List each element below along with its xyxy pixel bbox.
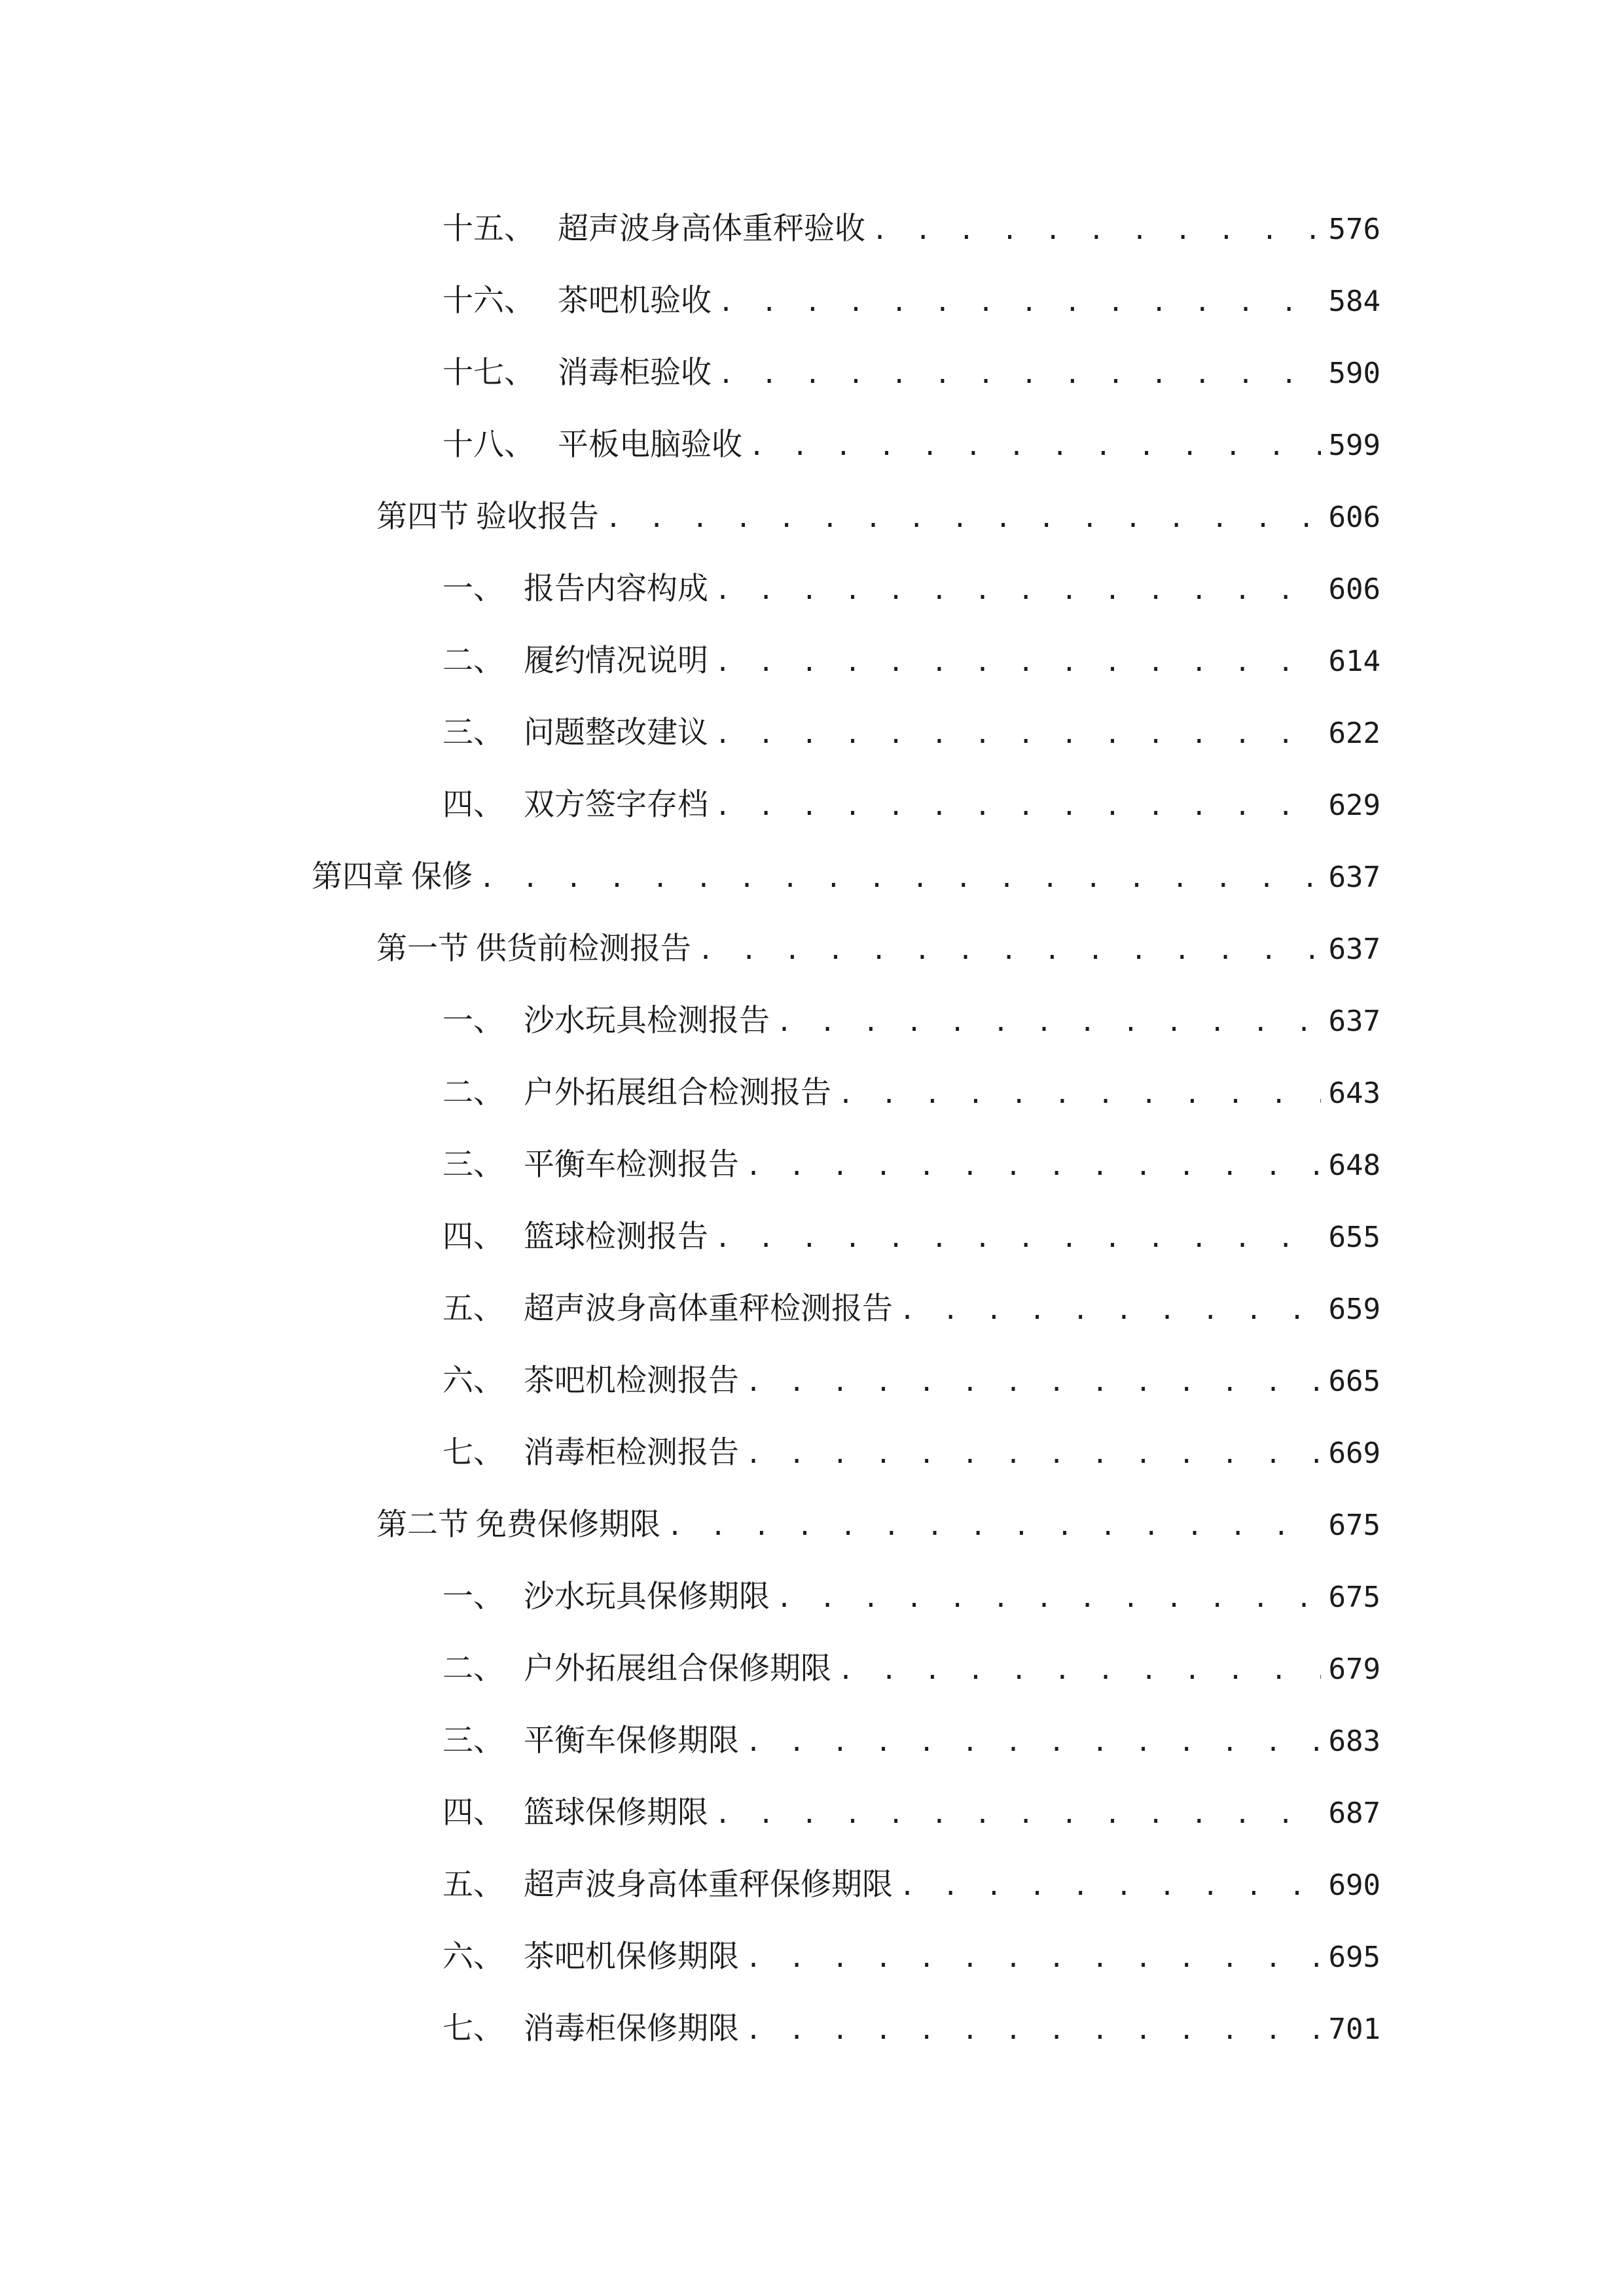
toc-entry-title: 户外拓展组合检测报告 (524, 1075, 831, 1111)
toc-entry[interactable] (442, 1787, 1380, 1839)
toc-entry-number: 十五、 (442, 211, 535, 247)
toc-dot-leader (605, 492, 1321, 545)
toc-entry-title: 履约情况说明 (524, 643, 708, 679)
toc-entry[interactable] (442, 1715, 1380, 1767)
toc-entry-page: 695 (1328, 1941, 1380, 1974)
toc-entry[interactable] (442, 419, 1380, 471)
toc-entry-title: 茶吧机验收 (558, 283, 712, 319)
toc-entry[interactable] (442, 275, 1380, 327)
toc-entry-page: 637 (1328, 933, 1380, 966)
toc-dot-leader (746, 2004, 1321, 2056)
toc-entry-number: 四、 (442, 787, 504, 823)
toc-dot-leader (776, 996, 1321, 1049)
toc-dot-leader (746, 1356, 1321, 1408)
toc-section-entry[interactable] (376, 491, 1380, 543)
toc-entry-page: 599 (1328, 429, 1380, 462)
toc-entry-title: 超声波身高体重秤验收 (558, 211, 865, 247)
toc-entry-page: 576 (1328, 213, 1380, 246)
toc-entry-page: 655 (1328, 1221, 1380, 1254)
toc-dot-leader (899, 1860, 1321, 1912)
toc-entry[interactable] (442, 635, 1380, 687)
toc-entry-title: 消毒柜检测报告 (524, 1435, 739, 1471)
toc-dot-leader (749, 420, 1321, 473)
toc-entry-title: 平板电脑验收 (558, 427, 742, 463)
toc-dot-leader (746, 1140, 1321, 1193)
toc-entry-title: 篮球保修期限 (524, 1795, 708, 1831)
toc-entry-page: 648 (1328, 1149, 1380, 1182)
toc-entry-number: 三、 (442, 1147, 504, 1183)
toc-entry-page: 584 (1328, 285, 1380, 318)
toc-entry-page: 590 (1328, 357, 1380, 390)
toc-entry-page: 606 (1328, 501, 1380, 534)
toc-entry-title: 免费保修期限 (476, 1507, 660, 1543)
toc-dot-leader (715, 1212, 1321, 1265)
toc-entry-title: 消毒柜验收 (558, 355, 712, 391)
toc-entry-page: 675 (1328, 1581, 1380, 1614)
toc-dot-leader (715, 780, 1321, 833)
toc-entry[interactable] (442, 1067, 1380, 1119)
toc-entry-title: 沙水玩具检测报告 (524, 1003, 770, 1039)
toc-dot-leader (479, 852, 1321, 905)
toc-entry-number: 十八、 (442, 427, 535, 463)
toc-entry[interactable] (442, 1139, 1380, 1191)
toc-dot-leader (899, 1284, 1321, 1336)
toc-entry-title: 超声波身高体重秤检测报告 (524, 1291, 893, 1327)
toc-entry-number: 一、 (442, 1579, 504, 1615)
toc-entry-title: 茶吧机保修期限 (524, 1939, 739, 1975)
toc-entry-number: 七、 (442, 2011, 504, 2047)
toc-entry-page: 659 (1328, 1293, 1380, 1326)
toc-dot-leader (838, 1644, 1321, 1696)
toc-entry-title: 沙水玩具保修期限 (524, 1579, 770, 1615)
toc-section-entry[interactable] (376, 1499, 1380, 1551)
toc-entry-number: 五、 (442, 1291, 504, 1327)
toc-entry[interactable] (442, 779, 1380, 831)
toc-entry-title: 户外拓展组合保修期限 (524, 1651, 831, 1687)
toc-entry-number: 六、 (442, 1939, 504, 1975)
toc-entry-title: 消毒柜保修期限 (524, 2011, 739, 2047)
toc-entry[interactable] (442, 1283, 1380, 1335)
toc-entry-number: 第四章 (312, 859, 404, 895)
toc-entry-number: 六、 (442, 1363, 504, 1399)
toc-entry-page: 690 (1328, 1869, 1380, 1902)
toc-entry-page: 675 (1328, 1509, 1380, 1542)
toc-dot-leader (746, 1428, 1321, 1480)
toc-entry[interactable] (442, 347, 1380, 399)
toc-entry-title: 保修 (411, 859, 473, 895)
toc-entry-page: 701 (1328, 2013, 1380, 2046)
toc-entry[interactable] (442, 1859, 1380, 1911)
toc-entry[interactable] (442, 2003, 1380, 2055)
toc-dot-leader (718, 276, 1321, 329)
toc-entry-number: 五、 (442, 1867, 504, 1903)
toc-entry-number: 二、 (442, 1075, 504, 1111)
toc-entry-title: 篮球检测报告 (524, 1219, 708, 1255)
toc-entry[interactable] (442, 1355, 1380, 1407)
toc-dot-leader (872, 204, 1321, 257)
toc-dot-leader (746, 1932, 1321, 1984)
toc-dot-leader (698, 924, 1321, 977)
toc-dot-leader (718, 348, 1321, 401)
toc-entry-page: 637 (1328, 1005, 1380, 1038)
toc-chapter-entry[interactable] (312, 851, 1380, 903)
toc-entry-title: 超声波身高体重秤保修期限 (524, 1867, 893, 1903)
toc-entry[interactable] (442, 995, 1380, 1047)
toc-entry[interactable] (442, 1211, 1380, 1263)
toc-entry-title: 问题整改建议 (524, 715, 708, 751)
toc-entry-page: 679 (1328, 1653, 1380, 1686)
toc-entry[interactable] (442, 1571, 1380, 1623)
toc-entry-title: 平衡车检测报告 (524, 1147, 739, 1183)
toc-entry-number: 第一节 (376, 931, 469, 967)
toc-section-entry[interactable] (376, 923, 1380, 975)
toc-dot-leader (746, 1716, 1321, 1768)
toc-entry-number: 七、 (442, 1435, 504, 1471)
toc-entry[interactable] (442, 1427, 1380, 1479)
toc-entry-number: 十六、 (442, 283, 535, 319)
toc-dot-leader (776, 1572, 1321, 1624)
toc-entry-page: 629 (1328, 789, 1380, 822)
toc-entry-title: 验收报告 (476, 499, 599, 535)
toc-entry-number: 四、 (442, 1795, 504, 1831)
toc-entry-number: 第四节 (376, 499, 469, 535)
toc-entry-title: 平衡车保修期限 (524, 1723, 739, 1759)
toc-entry[interactable] (442, 203, 1380, 255)
toc-entry-number: 四、 (442, 1219, 504, 1255)
toc-entry-title: 茶吧机检测报告 (524, 1363, 739, 1399)
toc-entry[interactable] (442, 1643, 1380, 1695)
toc-entry-page: 637 (1328, 861, 1380, 894)
toc-entry[interactable] (442, 563, 1380, 615)
toc-entry-title: 双方签字存档 (524, 787, 708, 823)
toc-entry-number: 十七、 (442, 355, 535, 391)
toc-entry-page: 665 (1328, 1365, 1380, 1398)
toc-entry-page: 643 (1328, 1077, 1380, 1110)
toc-entry-title: 供货前检测报告 (476, 931, 691, 967)
toc-entry-title: 报告内容构成 (524, 571, 708, 607)
toc-entry-page: 669 (1328, 1437, 1380, 1470)
toc-entry-number: 一、 (442, 571, 504, 607)
toc-dot-leader (838, 1068, 1321, 1121)
toc-entry-number: 一、 (442, 1003, 504, 1039)
toc-entry-page: 683 (1328, 1725, 1380, 1758)
toc-dot-leader (715, 1788, 1321, 1840)
toc-entry[interactable] (442, 1931, 1380, 1983)
toc-entry-page: 614 (1328, 645, 1380, 678)
toc-dot-leader (715, 636, 1321, 689)
toc-entry-page: 687 (1328, 1797, 1380, 1830)
toc-entry-number: 三、 (442, 1723, 504, 1759)
toc-entry-number: 二、 (442, 643, 504, 679)
toc-entry-page: 622 (1328, 717, 1380, 750)
toc-entry-number: 第二节 (376, 1507, 469, 1543)
toc-entry-page: 606 (1328, 573, 1380, 606)
toc-entry-number: 三、 (442, 715, 504, 751)
toc-entry[interactable] (442, 707, 1380, 759)
toc-entry-number: 二、 (442, 1651, 504, 1687)
toc-dot-leader (715, 708, 1321, 761)
toc-dot-leader (667, 1500, 1321, 1552)
toc-dot-leader (715, 564, 1321, 617)
